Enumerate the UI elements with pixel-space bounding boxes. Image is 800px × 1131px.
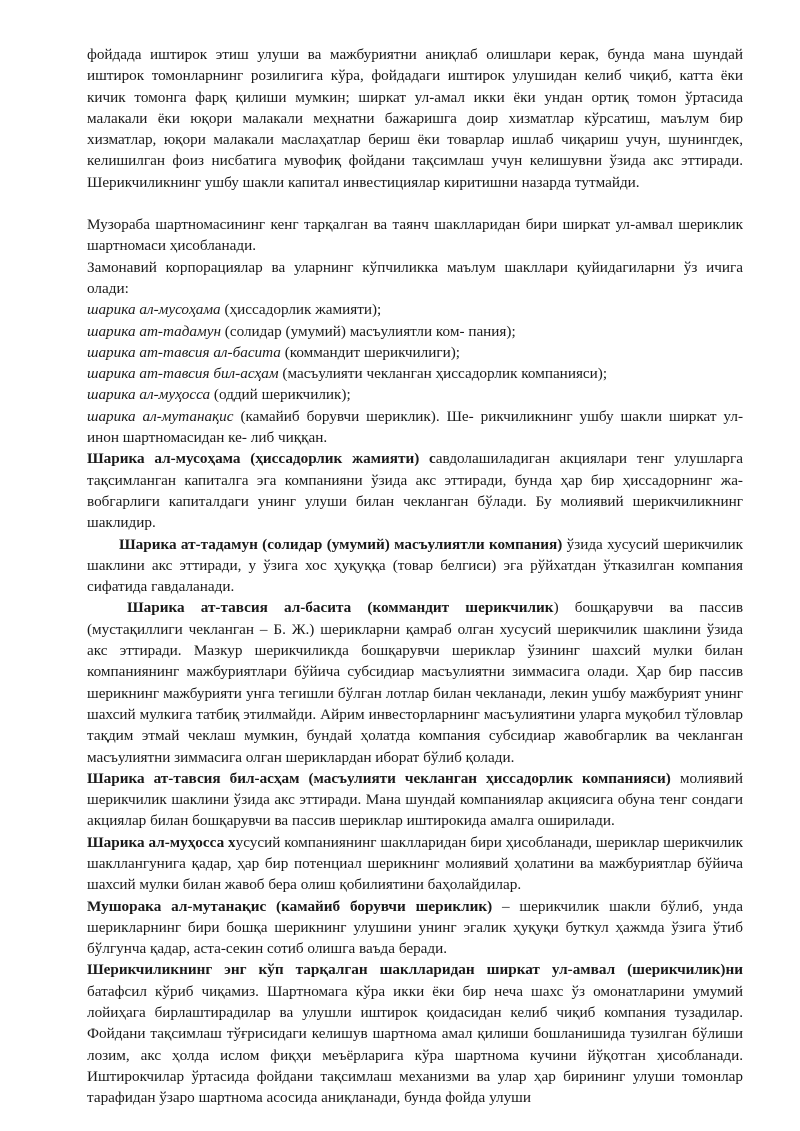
list-item-desc: (масъулияти чекланган ҳиссадорлик компанияси); <box>278 365 608 383</box>
section-tadamun <box>87 534 743 598</box>
section-heading: Шарика ат-тавсия ал-басита (коммандит шерикчилик <box>127 599 554 617</box>
paragraph-intro: фойдада иштирок этиш улуши ва мажбуриятни аниқлаб олишлари керак, бунда мана шундай иштирок томонларнинг розилигига кўра, фойдадаги иштирок улушидан келиб чиқиб, катта ёки кичик томонга фарқ қилиши мумкин; ширкат ул-амал икки ёки ундан ортиқ томон ўртасида малакали ёки юқори малакали меҳнатни бажаришга доир хизматлар кўрсатиш, маълум бир хизматлар, юқори малакали маслаҳатлар бериш ёки товарлар ишлаб чиқариш учун, шунингдек, келишилган фоиз нисбатига мувофиқ фойдани тақсимлаш учун келишувни ўзида акс эттиради. Шерикчиликнинг ушбу шакли капитал инвестициялар киритишни назарда тутмайди. <box>87 46 743 191</box>
section-text: ўзида хусусий шерикчилик шаклини акс эттиради, у ўзига хос ҳуқуққа (товар белгиси) эга рўйхатдан ўтказилган компания сифатида гавдаланади. <box>87 535 743 596</box>
section-heading: Шерикчиликнинг энг кўп тарқалган шаклларидан ширкат ул-амвал (шерикчилик)ни <box>87 961 743 979</box>
section-muhossa <box>87 832 743 896</box>
list-item-desc: (оддий шерикчилик); <box>210 386 351 404</box>
section-shirkat-amval <box>87 959 743 1108</box>
list-item-term: шарика ат-тавсия ал-басита <box>87 343 281 361</box>
list-item <box>87 321 743 342</box>
list-item-term: шарика ал-мутанақис <box>87 407 234 425</box>
section-text: авдолашиладиган акциялари тенг улушларга тақсимланган капиталга эга компанияни ўзида акс эттиради, бунда ҳар бир ҳиссадорнинг жа- вобгарлиги капиталдаги унинг улуши билан чекланган бўлади. Бу молиявий шерикчиликнинг шаклидир. <box>87 450 743 532</box>
list-item-desc: (ҳиссадорлик жамияти); <box>220 301 382 319</box>
list-item <box>87 384 743 405</box>
section-heading: Шарика ат-тавсия бил-асҳам (масъулияти чекланган ҳиссадорлик компанияси) <box>87 769 671 787</box>
list-item <box>87 363 743 384</box>
section-heading: Шарика ал-мусоҳама (ҳиссадорлик жамияти) с <box>87 450 436 468</box>
list-item <box>87 299 743 320</box>
section-text: молиявий шерикчилик шаклини ўзида акс эттиради. Мана шундай компаниялар акциясига обуна тенг сондаги акциялар билан бошқарувчи ва пассив шериклар иштирокида амалга оширилади. <box>87 769 743 830</box>
paragraph-muzoraba: Музораба шартномасининг кенг тарқалган ва таянч шаклларидан бири ширкат ул-амвал шериклик шартномаси ҳисобланади. <box>87 216 743 255</box>
section-text: батафсил кўриб чиқамиз. Шартномага кўра икки ёки бир неча шахс ўз омонатларини умумий лойиҳага бирлаштирадилар ва улушли иштирок қоидасидан келиб чиқиб компания тузадилар. Фойдани тақсимлаш тўғрисидаги келишув шартнома амал қилиши бошланишида тузилган бўлиши лозим, акс ҳолда ислом фиқҳи меъёрларига кўра шартнома кучини йўқотган ҳисобланади. Иштирокчилар ўртасида фойдани тақсимлаш механизми ва улар ҳар бирининг улуши томонлар тарафидан ўзаро шартнома асосида аниқланади, бунда фойда улуши <box>87 982 743 1107</box>
list-item-term: шарика ат-тадамун <box>87 322 221 340</box>
list-item <box>87 342 743 363</box>
section-musohama <box>87 448 743 533</box>
section-text: усусий компаниянинг шаклларидан бири ҳисобланади, шериклар шерикчилик шакллангунига қадар, ҳар бир потенциал шерикнинг молиявий ҳолатини ва мажбуриятлар бўйича шахсий мулки билан жавоб бера олиш қобилиятини баҳолайдилар. <box>87 833 743 894</box>
list-item-term: шарика ат-тавсия бил-асҳам <box>87 365 279 383</box>
list-item-term: шарика ал-мусоҳама <box>87 301 221 319</box>
list-item-term: шарика ал-муҳосса <box>87 386 211 404</box>
list-item-desc: (коммандит шерикчилиги); <box>280 343 460 361</box>
section-heading: Шарика ат-тадамун (солидар (умумий) масъулиятли компания) <box>119 535 563 553</box>
paragraph-corporations: Замонавий корпорациялар ва уларнинг кўпчиликка маълум шакллари қуйидагиларни ўз ичига олади: <box>87 258 743 297</box>
document-page <box>87 44 743 1109</box>
section-tavsiya-basita <box>87 597 743 767</box>
section-text: ) бошқарувчи ва пассив (мустақиллиги чекланган – Б. Ж.) шерикларни қамраб олган хусусий шерикчилик шаклини ўзида акс эттиради. Мазкур шерикчиликда бошқарувчи шериклар ўзининг шахсий мулки билан компаниянинг мажбуриятлари бўйича субсидиар масъулиятни зиммасига олади. Ҳар бир пассив шерикнинг мажбурияти унга тегишли бўлган лотлар билан чекланади, лекин ушбу мажбурият унинг шахсий мулкига татбиқ этилмайди. Айрим инвесторларнинг масъулиятини уларга муқобил тўловлар тақдим этмай чеклаш мумкин, бундай ҳолатда компания субсидиар жавобгарлик ва чекланган масъулиятни зиммасига олган шериклардан иборат бўлиб қолади. <box>87 599 743 766</box>
list-item-desc: (солидар (умумий) масъулиятли ком- пания); <box>220 322 516 340</box>
section-heading: Мушорака ал-мутанақис (камайиб борувчи шериклик) <box>87 897 493 915</box>
section-mutanaqis <box>87 896 743 960</box>
paragraph-gap <box>87 193 743 214</box>
section-tavsiya-asham <box>87 768 743 832</box>
list-item <box>87 406 743 449</box>
section-heading: Шарика ал-муҳосса х <box>87 833 236 851</box>
list-item-desc: (камайиб борувчи шериклик). Ше- рикчиликнинг ушбу шакли ширкат ул-инон шартномасидан ке- либ чиққан. <box>87 407 743 447</box>
section-text: – шерикчилик шакли бўлиб, унда шерикларнинг бири бошқа шерикнинг улушини унинг эгалик ҳуқуқи буткул ҳажмда ўзига ўтиб бўлгунча қадар, аста-секин сотиб олишга ваъда беради. <box>87 897 743 958</box>
